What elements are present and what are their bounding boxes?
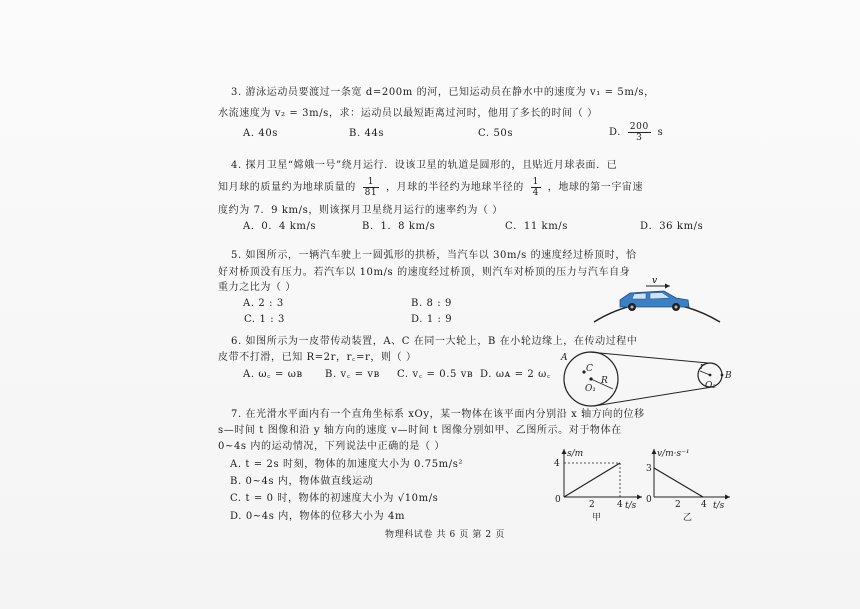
q4-fraction-radius-den: 4 bbox=[532, 188, 539, 198]
q4-fraction-mass-num: 1 bbox=[363, 177, 380, 188]
q4-line2 bbox=[218, 175, 643, 201]
graph-yi-origin: 0 bbox=[646, 495, 652, 505]
graph-jia-caption: 甲 bbox=[592, 513, 602, 523]
q5-line3: 重力之比为（ ） bbox=[218, 282, 296, 293]
graph-yi-ytick: 3 bbox=[646, 464, 652, 474]
q4-line3: 度约为 7．9 km/s，则该探月卫星绕月运行的速率约为（ ） bbox=[218, 205, 503, 216]
q4-fraction-radius bbox=[531, 177, 541, 198]
q5-option-b: B. 8 : 9 bbox=[411, 298, 452, 309]
q5-line2: 好对桥顶没有压力。若汽车以 10m/s 的速度经过桥顶，则汽车对桥顶的压力与汽车自身 bbox=[218, 267, 631, 278]
q5-line1: 5. 如图所示，一辆汽车驶上一圆弧形的拱桥，当汽车以 30m/s 的速度经过桥顶时，恰 bbox=[231, 250, 637, 261]
q3-option-a: A. 40s bbox=[243, 128, 279, 139]
q3-option-d-prefix: D. bbox=[609, 127, 622, 138]
q7-option-d: D. 0~4s 内，物体的位移大小为 4m bbox=[230, 511, 406, 522]
q7-option-a: A. t = 2s 时刻，物体的加速度大小为 0.75m/s² bbox=[230, 459, 464, 470]
q6-line2: 皮带不打滑，已知 R=2r，r꜀=r，则（ ） bbox=[218, 352, 417, 363]
car-icon bbox=[620, 291, 689, 311]
q4-option-b: B．1．8 km/s bbox=[362, 221, 436, 232]
graph-jia-xtick-4: 4 bbox=[617, 500, 623, 510]
q5-option-c: C. 1 : 3 bbox=[244, 314, 285, 325]
q4-option-d: D．36 km/s bbox=[640, 221, 704, 232]
q6-option-b: B. v꜀ = vʙ bbox=[325, 369, 380, 380]
q3-option-b: B. 44s bbox=[349, 128, 385, 139]
q3-option-d-unit: s bbox=[657, 127, 664, 138]
q4-option-a: A．0．4 km/s bbox=[243, 221, 317, 232]
q3-option-c: C. 50s bbox=[478, 128, 514, 139]
q7-graph-jia bbox=[550, 446, 645, 524]
q7-option-b: B. 0~4s 内，物体做直线运动 bbox=[230, 476, 374, 487]
label-a: A bbox=[561, 353, 568, 363]
q3-line1: 3. 游泳运动员要渡过一条宽 d=200m 的河，已知运动员在静水中的速度为 v₁ = 5m/s， bbox=[231, 87, 655, 98]
q4-fraction-mass bbox=[363, 177, 380, 198]
q7-line1: 7. 在光滑水平面内有一个直角坐标系 xOy，某一物体在该平面内分别沿 x 轴方向的位移 bbox=[231, 409, 645, 420]
q3-option-d-numerator: 200 bbox=[629, 122, 649, 132]
q4-option-c: C．11 km/s bbox=[505, 221, 568, 232]
q7-option-c: C. t = 0 时，物体的初速度大小为 √10m/s bbox=[230, 493, 439, 504]
label-o1: O₁ bbox=[585, 384, 596, 394]
graph-yi-xtick-2: 2 bbox=[675, 500, 681, 510]
graph-jia-ytick: 4 bbox=[554, 459, 560, 469]
graph-yi-xlabel: t/s bbox=[713, 501, 725, 511]
q3-option-d-denominator: 3 bbox=[636, 133, 643, 143]
q6-option-a: A. ω꜀ = ωʙ bbox=[243, 369, 303, 380]
q4-line2-post: ，地球的第一宇宙速 bbox=[547, 182, 644, 193]
q6-option-d: D. ωᴀ = 2 ω꜀ bbox=[480, 369, 551, 380]
graph-jia-xtick-2: 2 bbox=[589, 500, 595, 510]
velocity-label: v bbox=[652, 276, 658, 286]
graph-jia-line bbox=[564, 463, 620, 497]
q4-line2-pre: 知月球的质量约为地球质量的 bbox=[218, 182, 356, 193]
page-footer: 物理科试卷 共 6 页 第 2 页 bbox=[385, 530, 505, 540]
graph-jia-xlabel: t/s bbox=[625, 501, 637, 511]
q7-line2: s—时间 t 图像和沿 y 轴方向的速度 v—时间 t 图像分别如甲、乙图所示。对于物体在 bbox=[218, 425, 622, 436]
label-c: C bbox=[586, 364, 593, 374]
q3-option-d-fraction bbox=[628, 122, 651, 143]
q5-arch-bridge-figure bbox=[592, 276, 722, 326]
q7-line3: 0~4s 内的运动情况，下列说法中正确的是（ ） bbox=[218, 441, 445, 452]
label-b: B bbox=[725, 371, 732, 381]
q6-line1: 6. 如图所示为一皮带传动装置，A、C 在同一大轮上，B 在小轮边缘上，在传动过程中 bbox=[231, 336, 638, 347]
point-b bbox=[721, 374, 724, 377]
q3-option-d bbox=[609, 120, 663, 146]
velocity-arrowhead bbox=[665, 284, 670, 289]
label-R: R bbox=[601, 376, 608, 386]
graph-jia-ylabel: s/m bbox=[567, 449, 584, 459]
label-r: r bbox=[700, 362, 705, 372]
q3-line2: 水流速度为 v₂ = 3m/s，求：运动员以最短距离过河时，他用了多长的时间（ ） bbox=[218, 108, 598, 119]
q4-fraction-radius-num: 1 bbox=[532, 177, 539, 187]
q5-option-d: D. 1 : 9 bbox=[411, 314, 453, 325]
graph-jia-origin: 0 bbox=[555, 495, 561, 505]
q6-belt-drive-figure bbox=[555, 350, 740, 410]
q6-option-c: C. v꜀ = 0.5 vʙ bbox=[397, 369, 474, 380]
q4-line1: 4. 探月卫星“嫦娥一号”绕月运行．设该卫星的轨道是圆形的，且贴近月球表面．已 bbox=[231, 160, 618, 171]
graph-yi-caption: 乙 bbox=[683, 513, 693, 523]
q4-line2-mid: ，月球的半径约为地球半径的 bbox=[386, 182, 524, 193]
q7-graph-yi bbox=[645, 446, 740, 524]
q5-option-a: A. 2 : 3 bbox=[243, 298, 284, 309]
graph-yi-xtick-4: 4 bbox=[701, 500, 707, 510]
graph-yi-ylabel: v/m·s⁻¹ bbox=[657, 449, 690, 459]
label-o2: O₂ bbox=[705, 381, 716, 391]
q4-fraction-mass-den: 81 bbox=[364, 188, 378, 198]
graph-yi-line bbox=[654, 468, 703, 497]
